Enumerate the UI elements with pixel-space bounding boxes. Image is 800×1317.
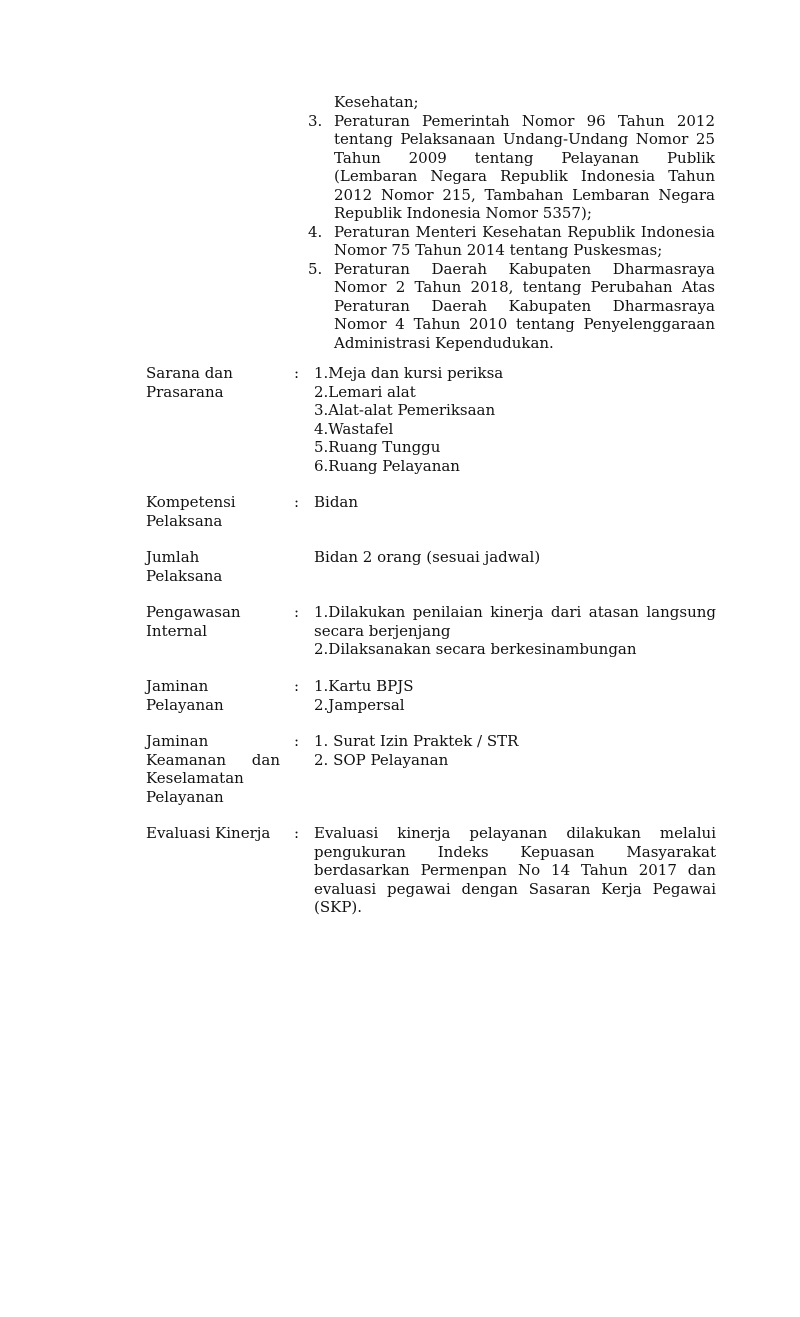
jaminan-pelayanan-row [146,677,716,714]
text-line: evaluasi pegawai dengan Sasaran Kerja Pegawai [314,879,716,898]
list-item: 6.Ruang Pelayanan [314,456,460,475]
value-text: Bidan 2 orang (sesuai jadwal) [314,548,541,566]
list-item: 1.Kartu BPJS [314,677,414,695]
list-item: 1.Meja dan kursi periksa [314,364,504,382]
list-item: 2.Jampersal [314,695,405,714]
row-label [146,603,292,659]
text-line: Peraturan Daerah Kabupaten Dharmasraya [334,296,715,315]
kompetensi-row [146,493,716,530]
label-line: Keselamatan [146,769,244,787]
label-line: Jumlah [146,548,200,566]
label-line: Pengawasan [146,603,241,621]
list-number: 3. [308,111,323,130]
text-line: (Lembaran Negara Republik Indonesia Tahun [334,167,715,185]
sarana-row [146,364,716,475]
label-line: Pelayanan [146,787,224,806]
list-item: 4.Wastafel [314,419,394,438]
text-line: Republik Indonesia Nomor 5357); [334,204,592,222]
list-item: 2. SOP Pelayanan [314,750,449,769]
jumlah-row [146,548,716,585]
label-line: Prasarana [146,382,224,401]
text-line: Nomor 4 Tahun 2010 tentang Penyelenggaraan [334,315,715,333]
value-text: Bidan [314,493,359,511]
label-line: Sarana dan [146,364,233,382]
row-value [314,603,716,659]
evaluasi-row [146,824,716,917]
list-item: 2.Lemari alat [314,382,416,401]
row-value [314,364,716,475]
text-line: (SKP). [314,898,363,916]
legal-basis-continuation: Kesehatan; [334,93,419,111]
list-item: 1.Dilakukan penilaian kinerja dari atasan langsung [314,603,716,621]
colon: : [294,493,300,511]
label-line: Keamanan dan [146,750,280,769]
row-label [146,364,292,475]
jaminan-keamanan-row [146,732,716,806]
row-label [146,732,292,806]
legal-basis-item [308,260,715,353]
colon [292,548,314,585]
list-item: 1. Surat Izin Praktek / STR [314,732,519,750]
colon: : [294,824,300,842]
label-line: Jaminan [146,677,209,695]
text-line: pengukuran Indeks Kepuasan Masyarakat [314,842,716,861]
label-line: Pelaksana [146,511,223,530]
list-item: 2.Dilaksanakan secara berkesinambungan [314,640,637,658]
row-value [314,677,716,714]
label-line: Internal [146,621,208,640]
legal-basis-item [308,112,715,223]
legal-basis-item [308,223,715,260]
row-value [314,732,716,806]
list-item-continuation: secara berjenjang [314,621,451,640]
text-line: Nomor 75 Tahun 2014 tentang Puskesmas; [334,241,663,259]
row-label [146,677,292,714]
label-line: Jaminan [146,732,209,750]
list-item: 5.Ruang Tunggu [314,438,441,456]
row-value [314,824,716,917]
text-line: Peraturan Pemerintah Nomor 96 Tahun 2012 [334,111,715,130]
list-number: 4. [308,222,323,241]
colon: : [294,364,300,382]
text-line: 2012 Nomor 215, Tambahan Lembaran Negara [334,185,715,204]
row-label [146,548,292,585]
text-line: Tahun 2009 tentang Pelayanan Publik [334,148,715,167]
row-value [314,548,716,585]
text-line: tentang Pelaksanaan Undang-Undang Nomor 25 [334,130,715,148]
label-line: Pelayanan [146,695,224,714]
list-number: 5. [308,259,323,278]
colon: : [294,732,300,750]
text-line: Evaluasi kinerja pelayanan dilakukan melalui [314,824,716,842]
row-label [146,824,292,917]
text-line: Peraturan Menteri Kesehatan Republik Indonesia [334,222,715,241]
legal-basis-list [308,93,715,352]
text-line: Administrasi Kependudukan. [334,333,554,352]
list-item: 3.Alat-alat Pemeriksaan [314,401,496,419]
text-line: Nomor 2 Tahun 2018, tentang Perubahan Atas [334,278,715,296]
pengawasan-row [146,603,716,659]
colon: : [294,677,300,695]
label-line: Kompetensi [146,493,236,511]
text-line: berdasarkan Permenpan No 14 Tahun 2017 dan [314,861,716,879]
label-line: Pelaksana [146,566,223,585]
colon: : [294,603,300,621]
text-line: Peraturan Daerah Kabupaten Dharmasraya [334,259,715,278]
row-label [146,493,292,530]
label-line: Evaluasi Kinerja [146,824,271,842]
row-value [314,493,716,530]
